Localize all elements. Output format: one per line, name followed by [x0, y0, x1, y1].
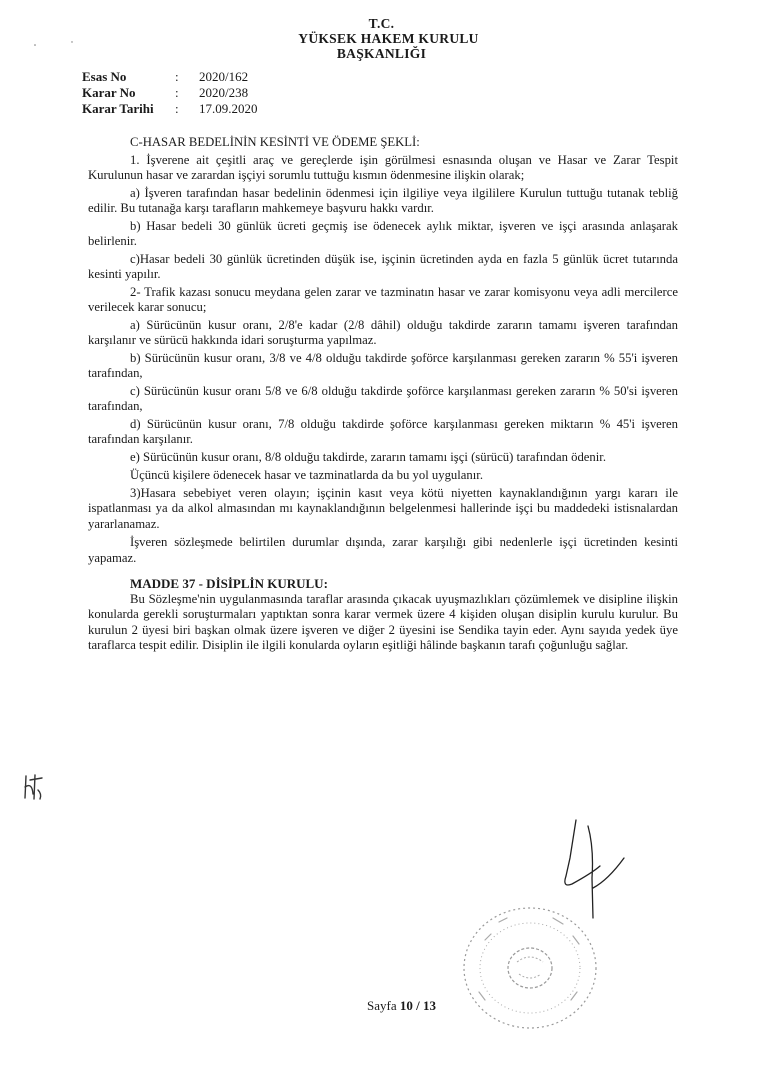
header-line-tc: T.C. — [368, 16, 395, 31]
official-stamp — [455, 900, 605, 1035]
paragraph: c)Hasar bedeli 30 günlük ücretinden düşük ise, işçinin ücretinden ayda en fazla 5 günlük ücret tutarında kesinti yapılır. — [88, 251, 678, 281]
header-line-presidency: BAŞKANLIĞI — [336, 46, 427, 61]
case-info-sep: : — [175, 85, 179, 100]
paragraph: Üçüncü kişilere ödenecek hasar ve tazminatlarda da bu yol uygulanır. — [130, 468, 484, 482]
case-info — [82, 69, 258, 117]
document-header — [0, 16, 763, 61]
paragraph: a) Sürücünün kusur oranı, 2/8'e kadar (2/8 dâhil) olduğu takdirde zararın tamamı işveren tarafından karşılanır ve sürücü hakkında idari soruşturma yapılmaz. — [88, 317, 678, 347]
handwritten-initials — [20, 772, 46, 802]
document-body — [88, 135, 678, 654]
paragraph: 1. İşverene ait çeşitli araç ve gereçlerde işin görülmesi esnasında oluşan ve Hasar ve Zarar Tespit Kurulunun hasar ve zarardan işçiyi sorumlu tuttuğu kısmın ödenmesine ilişkin olarak; — [88, 152, 678, 182]
paragraph: Bu Sözleşme'nin uygulanmasında taraflar arasında çıkacak uyuşmazlıkları çözümlemek ve disipline ilişkin konularda gerekli soruşturmaları yaptıktan sonra karar vermek üzere 4 kişiden oluşan disiplin kurulu kurulur. Bu kurulun 2 üyesi biri başkan olmak üzere işveren ve diğer 2 üyesini ise Sendika tayin eder. Aynı sayıda yedek üye taraflarca tespit edilir. Disiplin ile ilgili konularda oyların eşitliği hâlinde başkanın tarafı çoğunluğu sağlar. — [88, 591, 678, 652]
case-info-value: 17.09.2020 — [199, 101, 258, 116]
case-info-key: Karar Tarihi — [82, 101, 154, 116]
case-info-row — [82, 101, 258, 117]
paragraph: 3)Hasara sebebiyet veren olayın; işçinin kasıt veya kötü niyetten kaynaklandığının yargı kararı ile ispatlanması ya da alkol almasından mı kaynaklandığının belgelenmesi hallerinde işçi bu maddedeki istisnalardan yararlanamaz. — [88, 485, 678, 531]
case-info-key: Karar No — [82, 85, 136, 100]
case-info-row — [82, 85, 258, 101]
case-info-value: 2020/162 — [199, 69, 249, 84]
case-info-key: Esas No — [82, 69, 127, 84]
paragraph: İşveren sözleşmede belirtilen durumlar dışında, zarar karşılığı gibi nedenlerle işçi ücretinden kesinti yapamaz. — [88, 535, 678, 565]
paragraph: b) Hasar bedeli 30 günlük ücreti geçmiş ise ödenecek aylık miktar, işveren ve işçi arasında anlaşarak belirlenir. — [88, 218, 678, 248]
paragraph: 2- Trafik kazası sonucu meydana gelen zarar ve tazminatın hasar ve zarar komisyonu veya adli mercilerce verilecek karar sonucu; — [88, 284, 678, 314]
paragraph: d) Sürücünün kusur oranı, 7/8 olduğu takdirde şoförce karşılanması gereken miktarın % 45'i işveren tarafından karşılanır. — [88, 416, 678, 446]
case-info-sep: : — [175, 101, 179, 116]
paragraph: b) Sürücünün kusur oranı, 3/8 ve 4/8 olduğu takdirde şoförce karşılanması gereken zararın % 55'i işveren tarafından, — [88, 350, 678, 380]
page-number: 10 / 13 — [399, 998, 436, 1013]
paragraph: c) Sürücünün kusur oranı 5/8 ve 6/8 olduğu takdirde şoförce karşılanması gereken zararın % 50'si işveren tarafından, — [88, 383, 678, 413]
page-footer — [0, 998, 763, 1014]
page-label: Sayfa — [367, 998, 397, 1013]
article-heading: MADDE 37 - DİSİPLİN KURULU: — [130, 576, 328, 591]
case-info-value: 2020/238 — [199, 85, 249, 100]
header-line-institution: YÜKSEK HAKEM KURULU — [298, 31, 479, 46]
paragraph: e) Sürücünün kusur oranı, 8/8 olduğu takdirde, zararın tamamı işçi (sürücü) tarafından ödenir. — [130, 449, 606, 464]
case-info-row — [82, 69, 258, 85]
case-info-sep: : — [175, 69, 179, 84]
section-heading: C-HASAR BEDELİNİN KESİNTİ VE ÖDEME ŞEKLİ: — [130, 135, 420, 149]
paragraph: a) İşveren tarafından hasar bedelinin ödenmesi için ilgiliye veya ilgililere Kurulun tuttuğu tutanak tebliğ edilir. Bu tutanağa karşı tarafların mahkemeye başvuru hakkı vardır. — [88, 185, 678, 215]
